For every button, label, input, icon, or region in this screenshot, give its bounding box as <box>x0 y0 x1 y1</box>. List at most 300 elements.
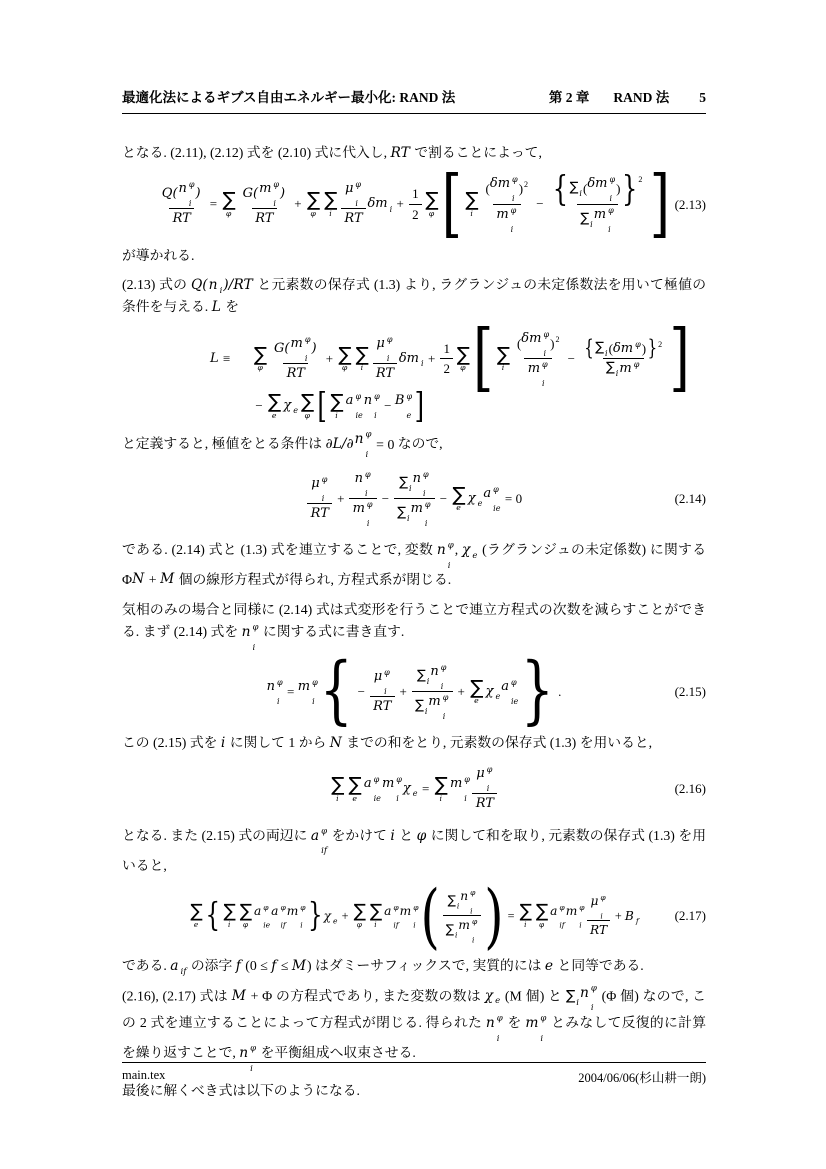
m-r <box>443 915 482 943</box>
m-ss <box>413 471 430 497</box>
m-o: = <box>209 196 218 212</box>
m-v: i <box>456 901 460 911</box>
m-v: μ <box>590 894 599 909</box>
m-t: ∑ <box>417 667 426 683</box>
m-v: φ <box>442 692 449 702</box>
m-o: + <box>294 196 302 212</box>
m-ss <box>493 204 520 233</box>
m-v: Q( <box>161 186 178 202</box>
m-v: if <box>393 920 399 930</box>
m-r <box>271 336 321 363</box>
m-r <box>210 314 691 401</box>
m-v: φ <box>312 677 318 687</box>
m-t: 0 <box>515 490 523 506</box>
m-v: φ <box>633 359 640 369</box>
m-v: φ <box>538 920 545 930</box>
m-v: m <box>565 903 578 918</box>
m-v: a <box>483 485 492 501</box>
m-v: i <box>447 560 451 571</box>
equation-row <box>210 314 691 401</box>
page-header <box>122 86 706 114</box>
m-o: + <box>341 908 349 923</box>
m-v: φ <box>373 775 380 785</box>
m-S: ∑ i <box>434 773 448 803</box>
m-o: + <box>148 572 157 588</box>
equation <box>122 160 706 246</box>
m-t: ) <box>518 181 524 197</box>
document-body <box>122 142 706 1102</box>
m-f <box>409 186 422 223</box>
m-v: φ <box>510 205 517 215</box>
m-t: に関して和を取り, 元素数の保存式 (1.3) を用いると, <box>122 827 706 874</box>
m-b: ( ∑ i n φ i ∑ i m φ i ) <box>420 874 504 957</box>
m-v: i <box>510 224 514 234</box>
m-v: φ <box>304 334 311 344</box>
m-v: RT <box>307 503 332 522</box>
m-f <box>159 181 205 227</box>
m-ss <box>324 909 339 924</box>
m-t: ∑ <box>580 210 590 226</box>
m-ss <box>565 987 580 1008</box>
m-ss <box>349 498 376 527</box>
m-v: φ <box>428 208 435 218</box>
m-v: m <box>352 500 365 516</box>
m-t: 2 <box>658 339 663 349</box>
m-v: φ <box>543 329 550 339</box>
m-o: + <box>399 683 407 699</box>
m-S: ∑ φ <box>353 900 366 930</box>
m-ss <box>351 471 375 498</box>
m-f <box>239 181 289 227</box>
m-v: RT <box>341 208 366 227</box>
m-v: i <box>360 363 364 373</box>
header-page-number: 5 <box>699 90 706 105</box>
m-v: )/RT <box>223 277 253 293</box>
m-v: φ <box>386 334 393 344</box>
equation <box>122 314 706 426</box>
m-v: i <box>524 920 527 930</box>
m-v: i <box>335 410 338 420</box>
m-v: m <box>449 776 463 792</box>
m-o: + <box>614 908 622 923</box>
m-v: φ <box>440 662 447 672</box>
m-v: e <box>332 916 338 926</box>
m-r <box>514 331 563 358</box>
m-v: i <box>252 642 256 653</box>
m-ss <box>483 486 501 512</box>
m-v: φ <box>609 175 616 185</box>
m-t: ) はダミーサフィックスで, 実質的には <box>307 958 545 974</box>
m-f <box>307 476 332 522</box>
paragraph <box>122 431 706 458</box>
m-v: e <box>412 789 418 799</box>
m-v: i <box>374 920 377 930</box>
m-r <box>603 358 644 377</box>
m-v: φ <box>225 208 232 218</box>
m-v: φ <box>493 484 499 494</box>
m-v: L <box>211 299 221 316</box>
m-v: i <box>608 224 611 234</box>
m-ss <box>524 358 551 387</box>
m-v: ie <box>373 794 381 804</box>
m-f <box>482 176 531 232</box>
m-S: ∑ i <box>369 900 383 930</box>
m-v: G( <box>274 340 290 356</box>
m-t: 2 <box>638 175 643 185</box>
m-v: n <box>363 393 373 409</box>
paragraph <box>122 142 706 164</box>
m-t: ( <box>582 181 588 197</box>
m-v: B <box>624 908 634 923</box>
m-ss <box>473 766 497 793</box>
m-r <box>326 431 395 458</box>
m-ss <box>399 351 425 367</box>
m-t: ∑ <box>445 922 454 936</box>
m-v: i <box>605 348 608 358</box>
m-v: i <box>471 935 475 945</box>
m-v: φ <box>263 902 269 912</box>
m-v: φ <box>608 205 614 215</box>
m-t: に関して 1 から <box>226 734 330 750</box>
m-v: i <box>440 681 444 691</box>
m-v: i <box>304 353 308 363</box>
m-v: i <box>250 1063 253 1074</box>
m-v: φ <box>424 499 431 509</box>
m-f <box>412 664 453 720</box>
paragraph <box>122 825 706 878</box>
m-v: φ <box>635 339 641 349</box>
m-ss <box>259 181 280 207</box>
m-o: = <box>376 437 384 453</box>
equation-row <box>306 471 522 527</box>
m-v: e <box>456 503 461 513</box>
m-o: + <box>427 350 436 366</box>
m-r <box>566 985 598 1012</box>
m-v: i <box>273 199 276 209</box>
m-t: と元素数の保存式 (1.3) より, ラグランジュの未定係数法を用いて極値の条件を与える. <box>122 277 706 315</box>
m-r <box>396 471 433 498</box>
m-ss <box>364 776 382 802</box>
paragraph <box>122 245 706 267</box>
m-v: a <box>384 903 392 918</box>
m-r <box>159 181 205 208</box>
m-t: と定義すると, 極値をとる条件は <box>122 436 326 452</box>
paragraph <box>122 732 706 754</box>
m-v: φ <box>486 765 493 775</box>
m-v: i <box>600 911 603 921</box>
m-t: が導かれる. <box>122 247 195 263</box>
m-ss <box>411 501 432 527</box>
equation-tag: (2.15) <box>674 683 706 699</box>
m-S: ∑ e <box>348 773 362 803</box>
m-b: { ∑ i ∑ φ a φ ie a φ if m φ i } <box>205 897 323 935</box>
paragraph <box>122 955 706 977</box>
m-ss <box>395 393 413 419</box>
m-v: i <box>329 208 332 218</box>
m-b: [ ∑ i ( δm φ i ) 2 m φ i − { ∑ i ( δm φ i ) } 2 ∑ i m φ i ] <box>441 160 670 246</box>
m-t: (2.16), (2.17) 式は <box>122 987 232 1003</box>
m-o: + <box>325 350 334 366</box>
m-S: ∑ i <box>223 900 236 930</box>
m-v: φ <box>242 920 248 930</box>
m-v: φ <box>257 363 263 373</box>
m-S: ∑ i <box>519 900 532 930</box>
m-S: ∑ φ <box>239 900 253 930</box>
m-v: m <box>525 1014 539 1031</box>
m-v: i <box>424 706 428 716</box>
m-ss <box>254 904 271 929</box>
m-t: 2 <box>440 358 453 377</box>
m-v: i <box>579 189 582 199</box>
m-v: χ <box>485 683 494 699</box>
m-o: − <box>567 350 575 366</box>
m-v: i <box>407 513 410 523</box>
m-ss <box>613 341 642 357</box>
m-t: を <box>503 1014 526 1030</box>
m-t: Φ <box>122 572 133 588</box>
m-v: m <box>297 678 311 694</box>
m-ss <box>525 1015 547 1042</box>
m-v: e <box>193 920 199 930</box>
m-f <box>441 889 483 943</box>
m-v: φ <box>365 430 372 441</box>
m-v: i <box>421 358 424 368</box>
equation-row <box>266 647 562 734</box>
m-f <box>472 766 497 812</box>
m-v: i <box>220 734 226 751</box>
m-v: if <box>280 920 286 930</box>
m-ss <box>298 679 319 705</box>
m-ss <box>550 336 559 352</box>
m-v: i <box>540 1033 544 1044</box>
m-v: M <box>231 987 246 1004</box>
m-f <box>549 169 647 234</box>
m-v: μ <box>476 766 485 782</box>
m-v: ie <box>263 920 271 930</box>
m-f <box>341 181 366 227</box>
m-t: ∑ <box>565 987 576 1004</box>
m-ss <box>566 904 586 929</box>
m-ss <box>370 669 394 696</box>
header-chapter: 第 2 章 <box>548 90 590 105</box>
m-ss <box>346 393 364 419</box>
m-v: φ <box>304 410 310 420</box>
m-v: m <box>428 693 441 709</box>
m-o: − <box>381 490 390 506</box>
m-v: φ <box>460 363 466 373</box>
m-t: ∑ <box>569 180 579 196</box>
m-S: ∑ i <box>355 342 369 373</box>
m-ss <box>580 985 598 1012</box>
m-r <box>306 471 522 527</box>
m-ss <box>342 181 366 208</box>
m-t: ) <box>616 181 621 197</box>
m-t: を平衡組成へ収束させる. <box>257 1045 416 1061</box>
m-o: − <box>384 398 392 414</box>
m-v: ie <box>355 410 363 420</box>
m-v: φ <box>510 677 517 687</box>
m-ss <box>271 904 287 929</box>
m-ss <box>570 181 583 197</box>
m-v: i <box>590 219 593 229</box>
m-v: φ <box>396 775 402 785</box>
m-v: φ <box>512 175 518 185</box>
paragraph <box>122 985 706 1073</box>
m-t: 2 <box>409 204 422 223</box>
m-v: χ <box>323 908 331 923</box>
equation-tag: (2.17) <box>674 908 706 924</box>
m-f <box>349 471 376 527</box>
m-v: χ <box>283 398 292 414</box>
m-v: i <box>543 348 547 358</box>
m-v: δm <box>398 350 419 366</box>
paragraph <box>122 599 706 652</box>
m-v: i <box>228 920 231 930</box>
m-v: i <box>470 906 473 916</box>
m-ss <box>415 699 428 715</box>
m-v: δm <box>612 340 634 356</box>
m-v: φ <box>542 359 548 369</box>
m-t: . <box>554 683 562 699</box>
m-v: RT <box>370 696 395 715</box>
m-v: n <box>239 1045 249 1062</box>
m-v: RT <box>587 920 610 938</box>
equation-tag: (2.13) <box>674 196 706 212</box>
m-v: φ <box>422 469 429 479</box>
m-v: i <box>501 363 505 373</box>
m-v: i <box>364 488 368 498</box>
m-S: ∑ φ <box>254 342 268 373</box>
m-v: i <box>408 483 412 493</box>
equation <box>122 763 706 815</box>
m-v: i <box>590 1003 594 1014</box>
m-ss <box>437 542 455 569</box>
m-f <box>587 894 610 938</box>
m-t: (2.13) 式の <box>122 277 191 292</box>
m-v: m <box>458 918 470 933</box>
m-v: M <box>160 571 175 588</box>
m-r <box>568 176 622 202</box>
m-r <box>462 169 650 234</box>
m-v: e <box>544 958 554 975</box>
header-chapter-title: RAND 法 <box>613 90 670 105</box>
m-t: に関する式に書き直す. <box>259 624 405 640</box>
m-ss <box>290 336 311 362</box>
m-t: である. <box>122 958 171 974</box>
m-v: i <box>609 194 613 204</box>
m-v: i <box>300 920 303 930</box>
m-v: φ <box>590 983 597 994</box>
m-t: 2 <box>524 180 529 190</box>
m-t: 気相のみの場合と同様に (2.14) 式は式変形を行うことで連立方程式の次数を減らすことができる. まず (2.14) 式を <box>122 601 706 640</box>
m-v: Q( <box>190 277 208 293</box>
m-ss <box>242 624 260 651</box>
m-v: a <box>501 678 509 694</box>
m-r <box>266 647 562 734</box>
m-o: − <box>357 683 365 699</box>
m-v: i <box>579 920 582 930</box>
m-o: = <box>421 781 430 797</box>
m-v: RT <box>169 208 194 227</box>
m-v: φ <box>356 920 362 930</box>
footer-date: 2004/06/06(杉山耕一朗) <box>578 1071 706 1085</box>
m-v: i <box>312 696 315 706</box>
m-ss <box>501 679 519 705</box>
m-t: ∑ <box>606 359 615 375</box>
m-o: + <box>396 196 404 212</box>
header-right <box>549 86 706 106</box>
m-S: ∑ φ <box>222 188 236 218</box>
m-v: n <box>436 542 446 559</box>
m-r <box>220 900 308 930</box>
m-ss <box>283 398 299 414</box>
m-t: 2 <box>555 334 560 344</box>
m-r <box>445 889 480 915</box>
m-v: RT <box>472 793 497 812</box>
m-ss <box>364 393 381 419</box>
m-v: χ <box>467 490 476 506</box>
m-b: [ ∑ i ( δm φ i ) 2 m φ i − { ∑ i ( δm φ ) } 2 ∑ i m φ ] <box>473 314 690 401</box>
equation <box>122 468 706 530</box>
m-t: ( <box>608 340 613 356</box>
m-ss <box>403 781 419 797</box>
m-v: φ <box>321 474 328 484</box>
m-ss <box>468 491 484 507</box>
m-o: = <box>504 490 513 506</box>
m-v: e <box>477 498 483 508</box>
m-ss <box>384 904 400 929</box>
m-v: n <box>178 181 187 197</box>
m-o: = <box>287 683 295 699</box>
m-ss <box>594 207 615 233</box>
m-v: μ <box>311 475 320 491</box>
m-v: i <box>277 696 280 706</box>
m-S: ∑ φ <box>535 900 549 930</box>
m-S: ∑ i <box>331 773 345 803</box>
m-ss <box>550 904 566 929</box>
m-ss <box>367 196 393 212</box>
m-v: ∂L/∂ <box>325 436 354 453</box>
m-ss <box>485 988 501 1005</box>
m-v: m <box>593 206 607 222</box>
m-v: i <box>422 488 426 498</box>
m-f <box>370 669 395 715</box>
m-t: (Φ 個) なので, この 2 式を連立することによって方程式が閉じる. 得られた <box>122 987 706 1030</box>
m-r <box>394 498 435 527</box>
m-t: ) <box>641 340 647 356</box>
m-S: ∑ i <box>330 390 344 420</box>
m-ss <box>519 181 528 197</box>
m-v: e <box>406 410 412 420</box>
m-v: φ <box>341 363 348 373</box>
m-v: n <box>354 431 364 448</box>
m-b: { − μ φ i RT + ∑ i n φ i ∑ i m φ i + ∑ e χ e a φ ie } <box>319 647 554 734</box>
m-ss <box>355 431 373 458</box>
m-v: m <box>399 903 412 918</box>
m-o: − <box>255 398 263 414</box>
m-v: ) <box>195 186 201 202</box>
m-v: i <box>321 493 325 503</box>
m-ss <box>430 664 447 690</box>
m-v: RT <box>252 208 277 227</box>
m-v: i <box>576 997 579 1008</box>
m-v: δm <box>521 330 542 346</box>
m-v: B <box>394 393 405 409</box>
m-t: までの和をとり, 元素数の保存式 (1.3) を用いると, <box>342 734 653 750</box>
m-f <box>514 331 563 387</box>
m-t: をかけて <box>328 827 391 843</box>
m-v: a <box>271 903 279 918</box>
